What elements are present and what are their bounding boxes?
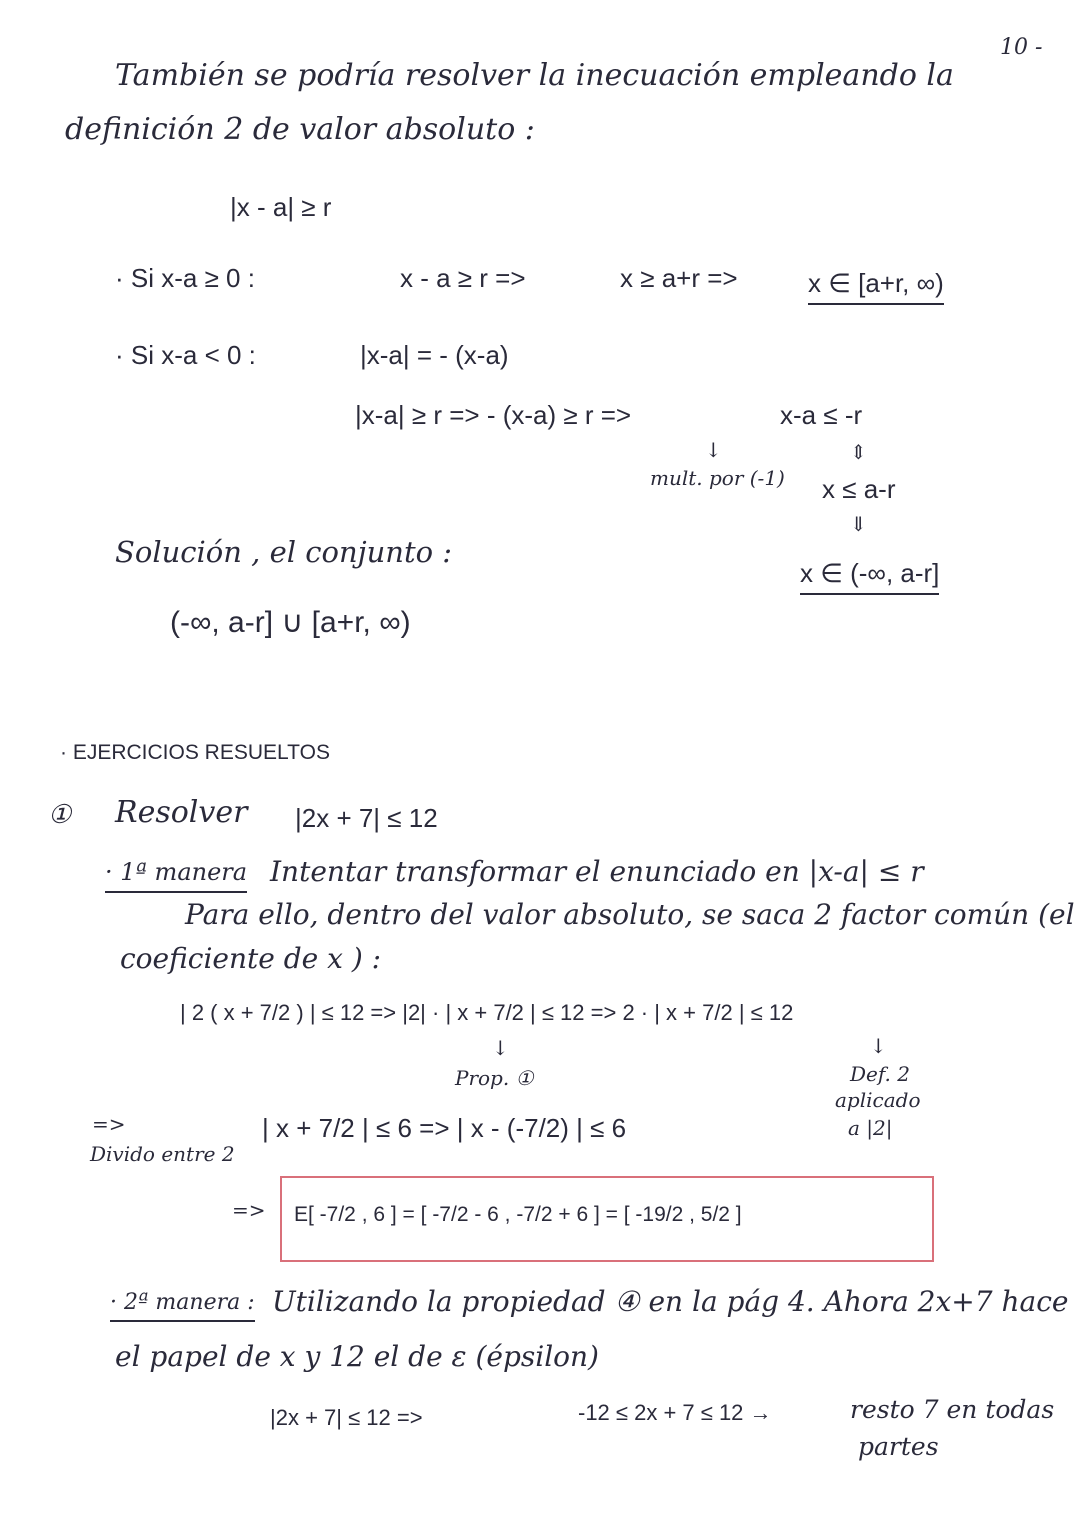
- divide-note: Divido entre 2: [90, 1142, 235, 1166]
- definition-note-2: aplicado: [835, 1088, 921, 1112]
- arrow-down-icon: ↓: [705, 438, 722, 462]
- way1-line1: Intentar transformar el enunciado en |x-a| ≤ r: [270, 855, 924, 888]
- implies-icon: ⇓: [850, 512, 867, 536]
- way2-equation1: |2x + 7| ≤ 12 =>: [270, 1405, 423, 1430]
- intro-line-1: También se podría resolver la inecuación empleando la: [115, 58, 954, 93]
- way1-line2: Para ello, dentro del valor absoluto, se saca 2 factor común (el: [185, 898, 1075, 931]
- way2-note-2: partes: [858, 1432, 939, 1461]
- exercises-heading: · EJERCICIOS RESUELTOS: [60, 741, 330, 764]
- implies-arrow-2: =>: [232, 1198, 266, 1222]
- arrow-down-icon: ↓: [492, 1036, 509, 1060]
- arrow-down-icon: ↓: [870, 1034, 887, 1058]
- case1-label: · Si x-a ≥ 0 :: [115, 263, 255, 293]
- way1-label: · 1ª manera: [105, 858, 247, 893]
- multiply-note: mult. por (-1): [650, 466, 785, 490]
- abs-inequality: |x - a| ≥ r: [230, 192, 332, 222]
- intro-line-2: definición 2 de valor absoluto :: [65, 112, 535, 147]
- way2-note-1: resto 7 en todas: [850, 1395, 1055, 1424]
- way1-line3: coeficiente de x ) :: [120, 942, 382, 975]
- definition-note-3: a |2|: [848, 1116, 893, 1140]
- case2-step1: |x-a| ≥ r => - (x-a) ≥ r =>: [355, 400, 632, 430]
- exercise-number: ①: [48, 800, 72, 830]
- way1-equation2: | x + 7/2 | ≤ 6 => | x - (-7/2) | ≤ 6: [262, 1113, 627, 1143]
- page-number: 10 -: [1000, 35, 1043, 60]
- case2-step2: x-a ≤ -r: [780, 400, 863, 430]
- way2-label: · 2ª manera :: [110, 1290, 255, 1322]
- case2-label: · Si x-a < 0 :: [115, 340, 256, 370]
- case2-step3: x ≤ a-r: [822, 474, 896, 504]
- case2-result: x ∈ (-∞, a-r]: [800, 558, 939, 595]
- way1-equation1: | 2 ( x + 7/2 ) | ≤ 12 => |2| · | x + 7/2 | ≤ 12 => 2 · | x + 7/2 | ≤ 12: [180, 1000, 794, 1025]
- implies-arrow: =>: [92, 1112, 126, 1136]
- case1-step1: x - a ≥ r =>: [400, 263, 526, 293]
- case1-step2: x ≥ a+r =>: [620, 263, 738, 293]
- case1-result: x ∈ [a+r, ∞): [808, 268, 944, 305]
- way2-equation2: -12 ≤ 2x + 7 ≤ 12 →: [578, 1400, 772, 1425]
- definition-note: Def. 2: [850, 1062, 910, 1086]
- case2-definition: |x-a| = - (x-a): [360, 340, 509, 370]
- equivalence-icon: ⇕: [850, 440, 867, 464]
- way2-line1: Utilizando la propiedad ④ en la pág 4. Ahora 2x+7 hace: [272, 1285, 1069, 1318]
- solution-set: (-∞, a-r] ∪ [a+r, ∞): [170, 606, 411, 639]
- solution-label: Solución , el conjunto :: [115, 535, 453, 569]
- way1-result: E[ -7/2 , 6 ] = [ -7/2 - 6 , -7/2 + 6 ] = [ -19/2 , 5/2 ]: [294, 1203, 742, 1226]
- exercise-statement: |2x + 7| ≤ 12: [295, 803, 438, 833]
- way2-line2: el papel de x y 12 el de ε (épsilon): [115, 1340, 599, 1373]
- exercise-label: Resolver: [115, 795, 248, 830]
- property-note: Prop. ①: [455, 1066, 534, 1090]
